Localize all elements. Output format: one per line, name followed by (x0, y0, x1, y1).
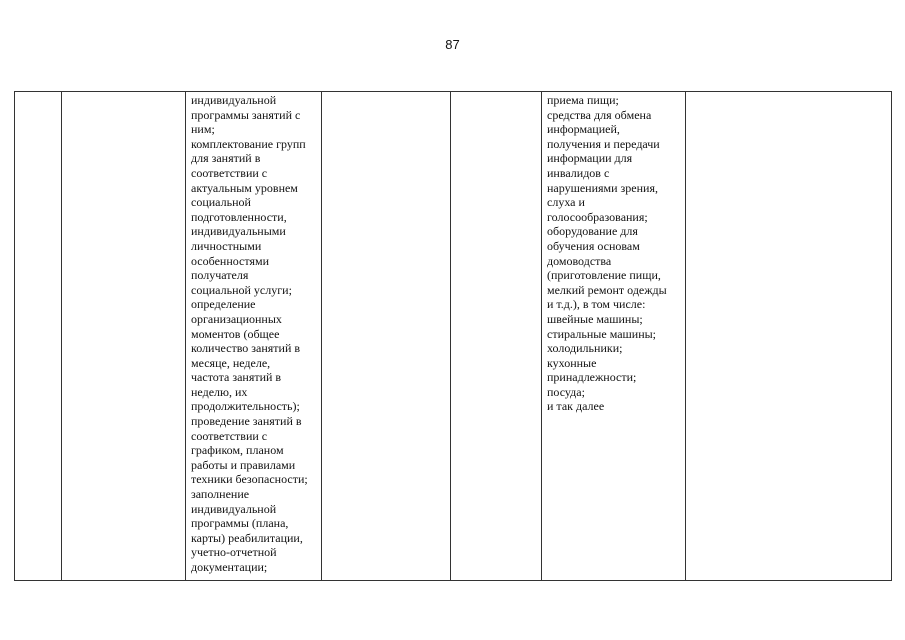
table-cell-2 (62, 92, 186, 581)
table-cell-4 (322, 92, 451, 581)
table-row (15, 92, 892, 581)
table-cell-service-actions (186, 92, 322, 581)
table-cell-equipment (542, 92, 686, 581)
table-cell-1 (15, 92, 62, 581)
equipment-text: приема пищи; средства для обмена информацией, получения и передачи информации для инвалидов с нарушениями зрения, слуха и голосообразования; оборудование для обучения основам домоводства (приготовление пищи, мелкий ремонт одежды и т.д.), в том числе: швейные машины; стиральные машины; холодильники; кухонные принадлежности; посуда; и так далее (547, 93, 667, 414)
page-number: 87 (445, 37, 460, 52)
table-cell-5 (451, 92, 542, 581)
table-cell-7 (686, 92, 892, 581)
document-table (14, 91, 892, 581)
service-actions-text: индивидуальной программы занятий с ним; комплектование групп для занятий в соответствии с актуальным уровнем социальной подготовленности, индивидуальными личностными особенностями получателя социальной услуги; определение организационных моментов (общее количество занятий в месяце, неделе, частота занятий в неделю, их продолжительность); проведение занятий в соответствии с графиком, планом работы и правилами техники безопасности; заполнение индивидуальной программы (плана, карты) реабилитации, учетно-отчетной документации; (191, 93, 308, 574)
